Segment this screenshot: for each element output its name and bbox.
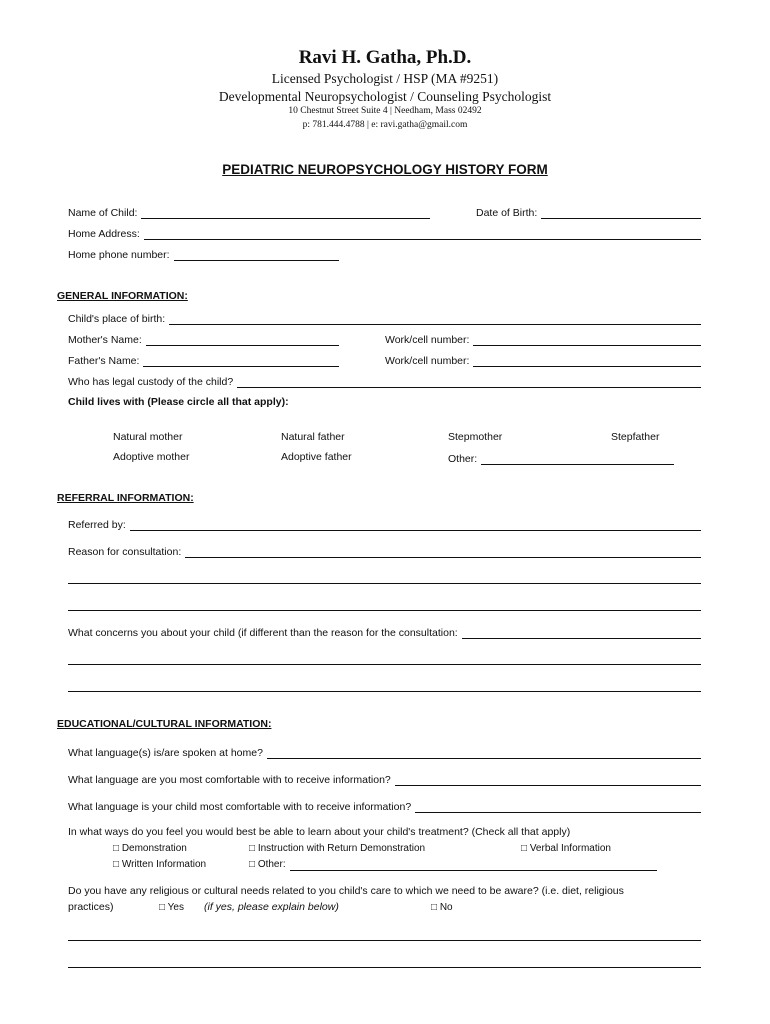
learn-question: In what ways do you feel you would best be able to learn about your child's treatment? (Check all that apply) (68, 826, 571, 838)
fathers-name-field[interactable] (68, 353, 339, 367)
educational-info-heading: EDUCATIONAL/CULTURAL INFORMATION: (57, 718, 272, 730)
home-address-line[interactable] (144, 228, 701, 240)
dob-label: Date of Birth: (476, 207, 538, 219)
child-name-label: Name of Child: (68, 207, 138, 219)
father-work-cell-field[interactable] (385, 353, 701, 367)
reason-extra-line-2[interactable] (68, 610, 701, 611)
learn-option-other-label: □ Other: (249, 859, 286, 870)
place-of-birth-field[interactable] (68, 311, 701, 325)
fathers-name-label: Father's Name: (68, 355, 140, 367)
custody-label: Who has legal custody of the child? (68, 376, 234, 388)
religious-explain-line-1[interactable] (68, 940, 701, 941)
reason-label: Reason for consultation: (68, 546, 182, 558)
lang-child-label: What language is your child most comfortable with to receive information? (68, 801, 412, 813)
option-other-label: Other: (448, 453, 478, 465)
mothers-name-field[interactable] (68, 332, 339, 346)
mothers-name-label: Mother's Name: (68, 334, 142, 346)
home-phone-line[interactable] (174, 249, 339, 261)
custody-line[interactable] (237, 376, 701, 388)
dob-line[interactable] (541, 207, 701, 219)
reason-field[interactable] (68, 544, 701, 558)
psychologist-name: Ravi H. Gatha, Ph.D. (298, 47, 472, 68)
option-natural-father[interactable]: Natural father (281, 431, 345, 443)
form-title: PEDIATRIC NEUROPSYCHOLOGY HISTORY FORM (222, 162, 548, 177)
fathers-name-line[interactable] (143, 355, 339, 367)
religious-yes-option[interactable]: □ Yes (159, 902, 184, 913)
home-address-label: Home Address: (68, 228, 140, 240)
reason-line[interactable] (185, 546, 701, 558)
dob-field[interactable] (476, 205, 701, 219)
contact-line: p: 781.444.4788 | e: ravi.gatha@gmail.com (302, 120, 468, 130)
child-name-line[interactable] (141, 207, 430, 219)
reason-extra-line-1[interactable] (68, 583, 701, 584)
specialty-line: Developmental Neuropsychologist / Counseling Psychologist (218, 89, 552, 104)
option-other-field[interactable] (448, 451, 674, 465)
lang-home-line[interactable] (267, 747, 701, 759)
referred-by-line[interactable] (130, 519, 701, 531)
lang-child-field[interactable] (68, 799, 701, 813)
religious-practices-label: practices) (68, 901, 114, 913)
referred-by-field[interactable] (68, 517, 701, 531)
option-adoptive-father[interactable]: Adoptive father (281, 451, 352, 463)
religious-no-option[interactable]: □ No (431, 902, 453, 913)
father-work-cell-label: Work/cell number: (385, 355, 470, 367)
mother-work-cell-label: Work/cell number: (385, 334, 470, 346)
concerns-line[interactable] (462, 627, 701, 639)
license-line: Licensed Psychologist / HSP (MA #9251) (271, 71, 499, 86)
learn-option-instruction[interactable]: □ Instruction with Return Demonstration (249, 843, 426, 854)
lang-comfort-label: What language are you most comfortable with to receive information? (68, 774, 391, 786)
lang-child-line[interactable] (415, 801, 701, 813)
mother-work-cell-line[interactable] (473, 334, 701, 346)
referred-by-label: Referred by: (68, 519, 126, 531)
concerns-field[interactable] (68, 625, 701, 639)
learn-option-verbal[interactable]: □ Verbal Information (521, 843, 611, 854)
home-phone-field[interactable] (68, 247, 339, 261)
learn-option-other-field[interactable] (249, 857, 657, 871)
learn-option-other-line[interactable] (290, 859, 657, 871)
lang-comfort-field[interactable] (68, 772, 701, 786)
religious-yes-note: (if yes, please explain below) (204, 901, 339, 913)
custody-field[interactable] (68, 374, 701, 388)
home-address-field[interactable] (68, 226, 701, 240)
lang-comfort-line[interactable] (395, 774, 701, 786)
address-line: 10 Chestnut Street Suite 4 | Needham, Mass 02492 (288, 106, 482, 116)
mother-work-cell-field[interactable] (385, 332, 701, 346)
place-of-birth-label: Child's place of birth: (68, 313, 166, 325)
child-name-field[interactable] (68, 205, 430, 219)
concerns-label: What concerns you about your child (if different than the reason for the consultation: (68, 627, 458, 639)
lang-home-field[interactable] (68, 745, 701, 759)
lang-home-label: What language(s) is/are spoken at home? (68, 747, 263, 759)
option-stepfather[interactable]: Stepfather (611, 431, 660, 443)
option-natural-mother[interactable]: Natural mother (113, 431, 183, 443)
option-stepmother[interactable]: Stepmother (448, 431, 503, 443)
option-adoptive-mother[interactable]: Adoptive mother (113, 451, 190, 463)
referral-info-heading: REFERRAL INFORMATION: (57, 492, 194, 504)
learn-option-written[interactable]: □ Written Information (113, 859, 207, 870)
father-work-cell-line[interactable] (473, 355, 701, 367)
option-other-line[interactable] (481, 453, 674, 465)
general-info-heading: GENERAL INFORMATION: (57, 290, 188, 302)
religious-question: Do you have any religious or cultural needs related to you child's care to which we need to be aware? (i.e. diet, religious (68, 885, 624, 897)
place-of-birth-line[interactable] (169, 313, 701, 325)
concerns-extra-line-1[interactable] (68, 664, 701, 665)
mothers-name-line[interactable] (146, 334, 339, 346)
concerns-extra-line-2[interactable] (68, 691, 701, 692)
religious-explain-line-2[interactable] (68, 967, 701, 968)
learn-option-demonstration[interactable]: □ Demonstration (113, 843, 187, 854)
lives-with-label: Child lives with (Please circle all that apply): (68, 396, 289, 408)
home-phone-label: Home phone number: (68, 249, 170, 261)
